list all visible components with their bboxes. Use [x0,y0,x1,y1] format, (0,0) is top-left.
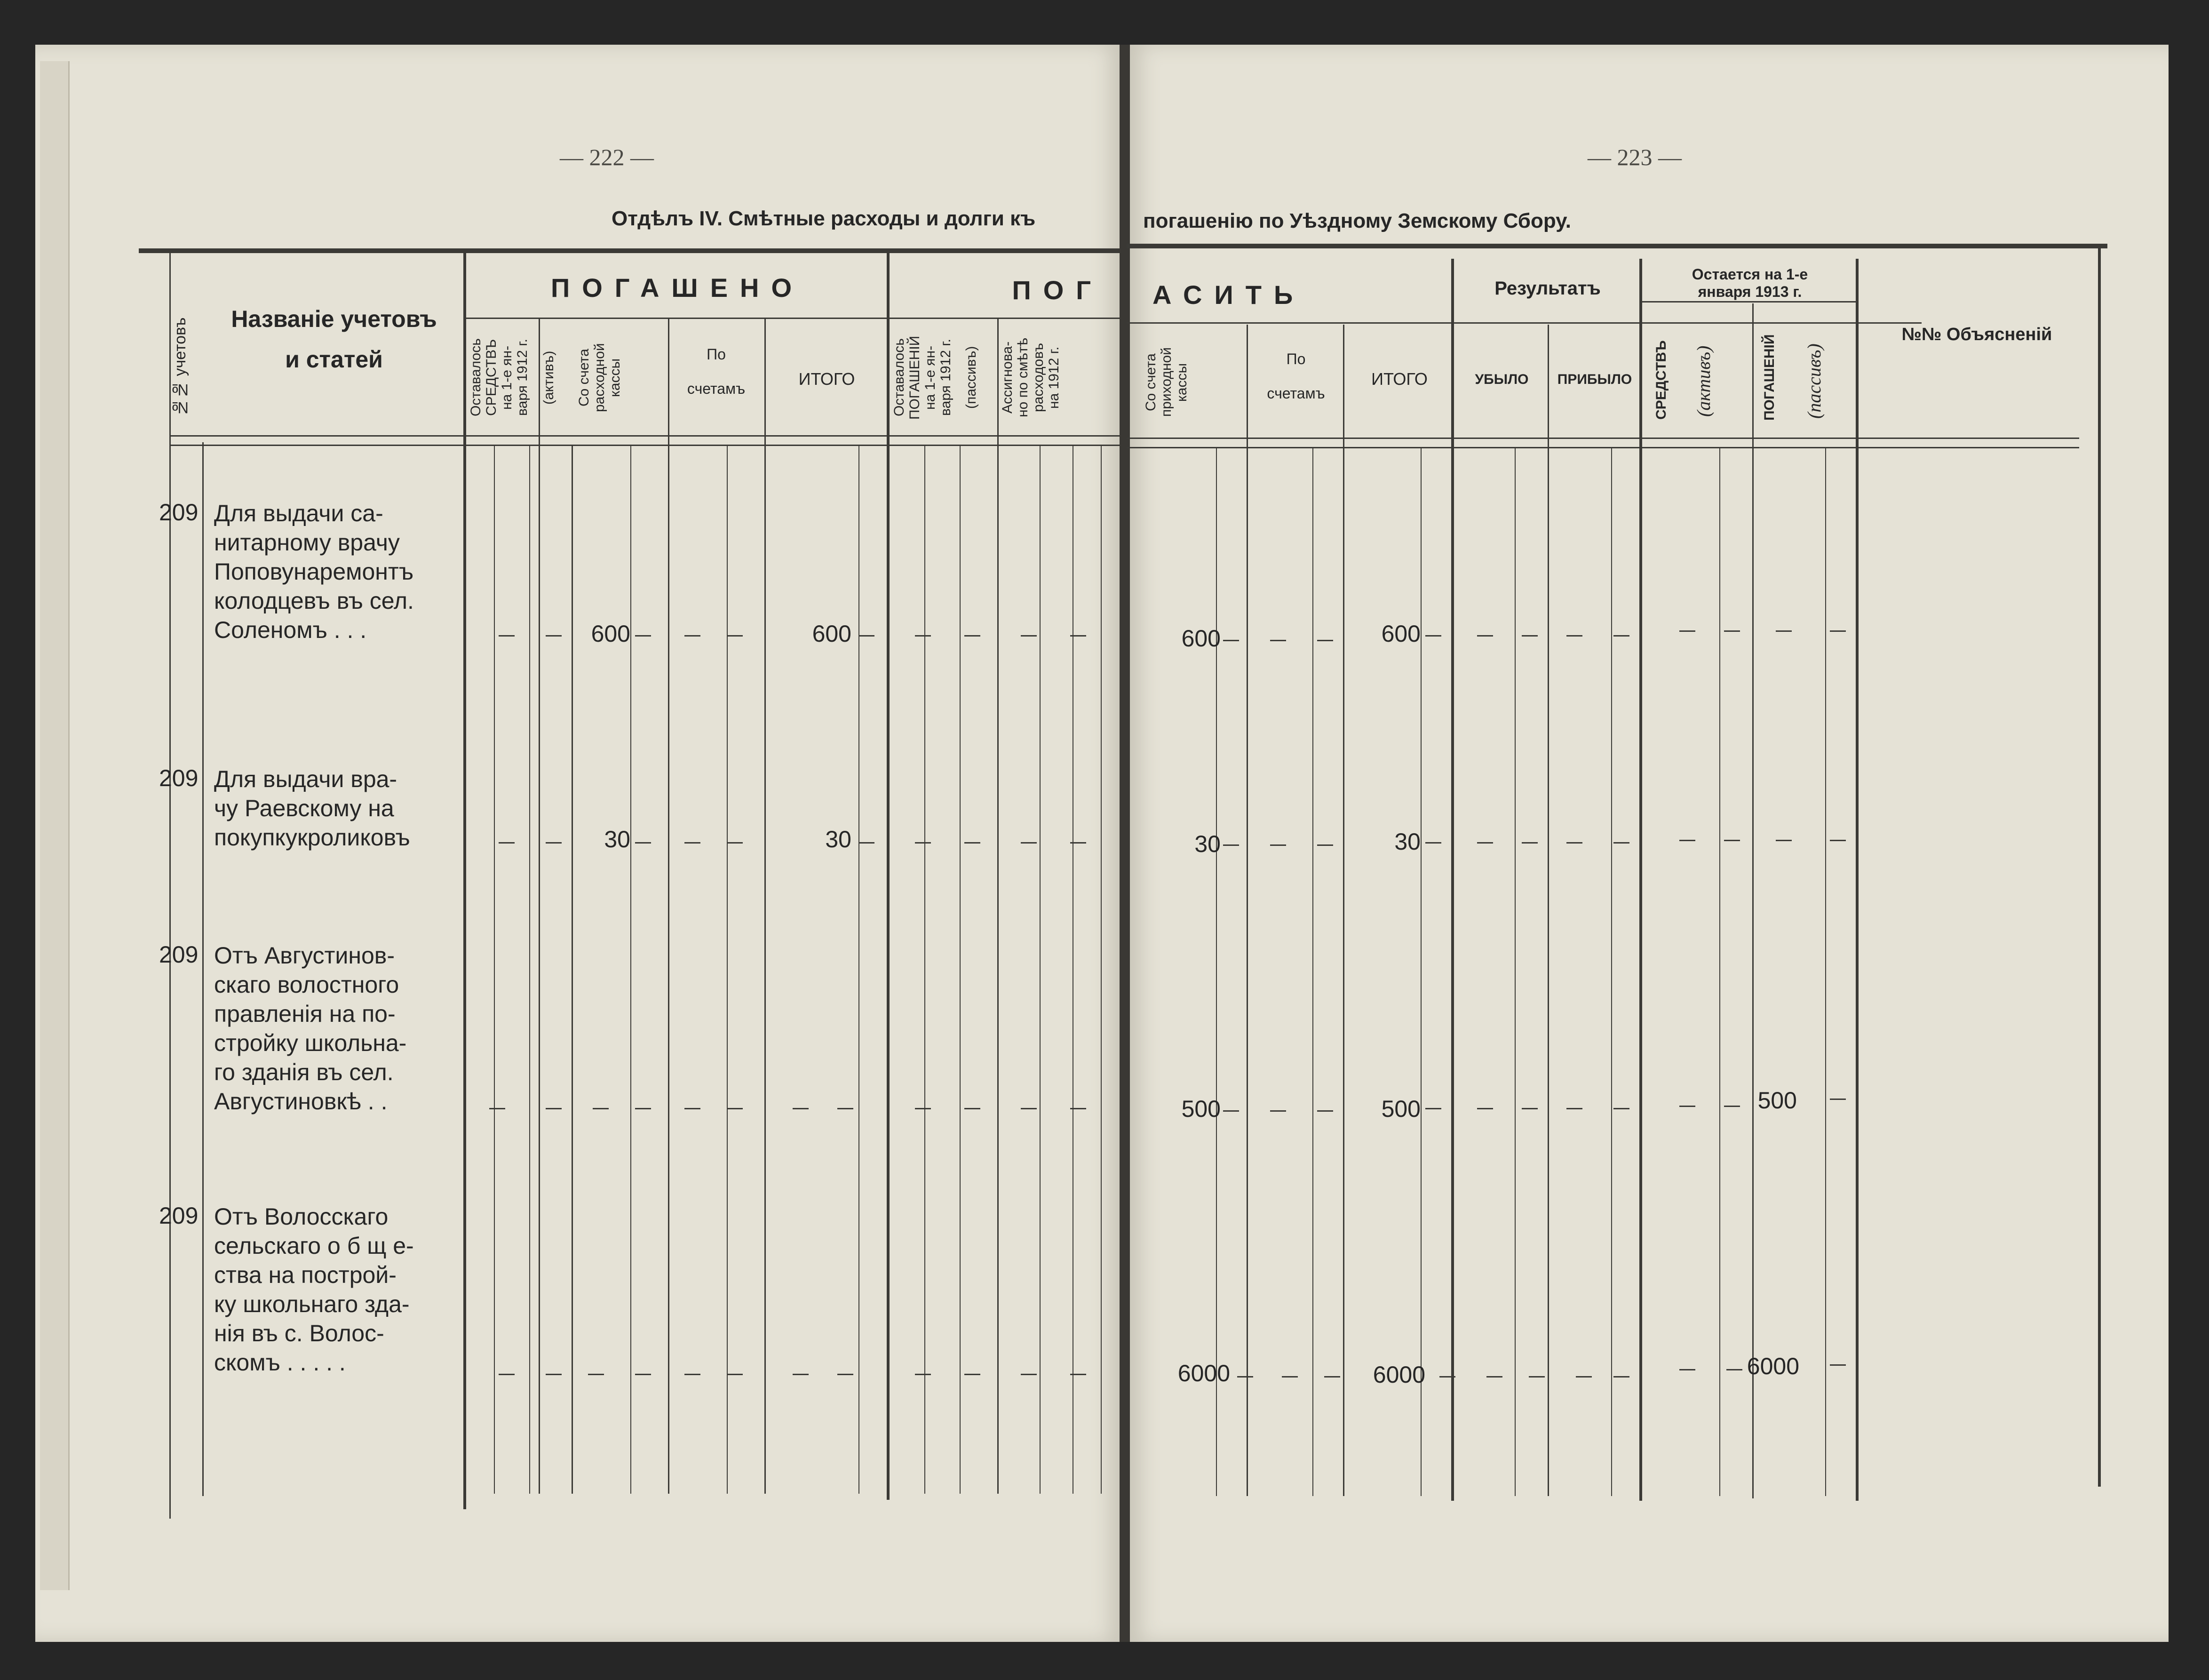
header-rezultat: Результатъ [1494,278,1601,299]
header-account-number: №№ учетовъ [171,317,189,417]
header-obyasneniy: №№ Объясненій [1901,325,2052,344]
header-pogasit-left: ПОГ [1012,275,1103,305]
row-1-so-scheta-rashodnoy: 600 [591,621,630,647]
header-ostaetsya-line2: января 1913 г. [1698,283,1802,300]
row-4-number: 209 [159,1202,199,1229]
left-page-number: — 222 — [560,144,654,170]
row-3-number: 209 [159,941,199,968]
header-assignovano: Ассигнова- но по смѣтѣ расходовъ на 1912 г. [1000,338,1062,417]
row-2-itogo-pogasit: 30 [1394,828,1421,855]
header-account-name-line1: Названіе учетовъ [231,306,437,332]
header-itogo-right: ИТОГО [1371,369,1428,389]
header-po-schetam-right [1251,350,1341,402]
header-account-name-line2: и статей [285,346,383,373]
header-so-scheta-rashodnoy: Со счета расходной кассы [576,343,623,412]
book-spine [1120,45,1130,1642]
header-po-schetam-right-bottom: счетамъ [1267,384,1325,402]
header-so-scheta-prihodnoy: Со счета приходной кассы [1143,347,1190,417]
header-account-name [207,306,461,373]
header-po-schetam-left [670,346,762,398]
row-4-description: Отъ Волосскаго сельскаго о б щ е- ства на построй- ку школьнаго зда- нія въ с. Волос- скомъ . . . . . [214,1203,414,1376]
row-3-ostaetsya-pogasheniy: 500 [1757,1087,1797,1114]
row-2-description: Для выдачи вра- чу Раевскому на покупкукроликовъ [214,766,410,851]
header-ostavalos-sredstv: Оставалось СРЕДСТВЪ на 1-е ян- варя 1912 г. [468,338,530,417]
header-ubylo: УБЫЛО [1475,372,1529,387]
header-ostavalos-pogasheniy: Оставалось ПОГАШЕНІЙ на 1-е ян- варя 1912 г. [891,335,954,420]
header-aktiv-italic: (активъ) [1693,345,1714,417]
row-1-itogo-pogasit: 600 [1381,621,1421,647]
header-pogasheno: ПОГАШЕНО [550,273,804,303]
header-po-schetam-right-top: По [1286,350,1306,367]
row-2-itogo-pogasheno: 30 [825,826,851,852]
row-3-itogo-pogasit: 500 [1381,1096,1421,1122]
header-aktiv: (активъ) [541,350,556,405]
header-po-schetam-left-top: По [707,346,726,363]
row-3-description: Отъ Августинов- скаго волостного правленія на по- стройку школьна- го зданія въ сел. Августиновкѣ . . [214,942,407,1115]
row-4-itogo-pogasit: 6000 [1373,1362,1425,1388]
page-edge [40,61,70,1590]
header-po-schetam-left-bottom: счетамъ [687,380,746,397]
row-2-so-scheta-prihodnoy: 30 [1194,831,1221,857]
header-pogasit-right: АСИТЬ [1152,280,1305,310]
header-itogo-left: ИТОГО [798,369,855,389]
row-1-description: Для выдачи са- нитарному врачу Поповунаремонтъ колодцевъ въ сел. Соленомъ . . . [214,500,414,643]
header-pogasheniy: ПОГАШЕНІЙ [1762,334,1777,421]
header-passiv-italic: (пассивъ) [1804,343,1825,419]
row-1-so-scheta-prihodnoy: 600 [1181,625,1221,652]
row-4-so-scheta-prihodnoy: 6000 [1177,1360,1230,1386]
row-2-so-scheta-rashodnoy: 30 [604,826,630,852]
row-3-so-scheta-prihodnoy: 500 [1181,1096,1221,1122]
row-1-itogo-pogasheno: 600 [812,621,851,647]
row-1-number: 209 [159,499,199,525]
left-page-title: Отдѣлъ IV. Смѣтные расходы и долги къ [612,207,1036,230]
header-ostaetsya-line1: Остается на 1-е [1692,266,1808,283]
header-sredstv: СРЕДСТВЪ [1653,340,1669,420]
header-pribylo: ПРИБЫЛО [1557,372,1632,387]
header-ostaetsya [1644,266,1856,301]
row-2-number: 209 [159,765,199,791]
right-page-title: погашенію по Уѣздному Земскому Сбору. [1143,209,1571,232]
header-passiv: (пассивъ) [963,346,979,409]
right-page-number: — 223 — [1588,144,1682,170]
row-4-ostaetsya-pogasheniy: 6000 [1747,1353,1799,1379]
